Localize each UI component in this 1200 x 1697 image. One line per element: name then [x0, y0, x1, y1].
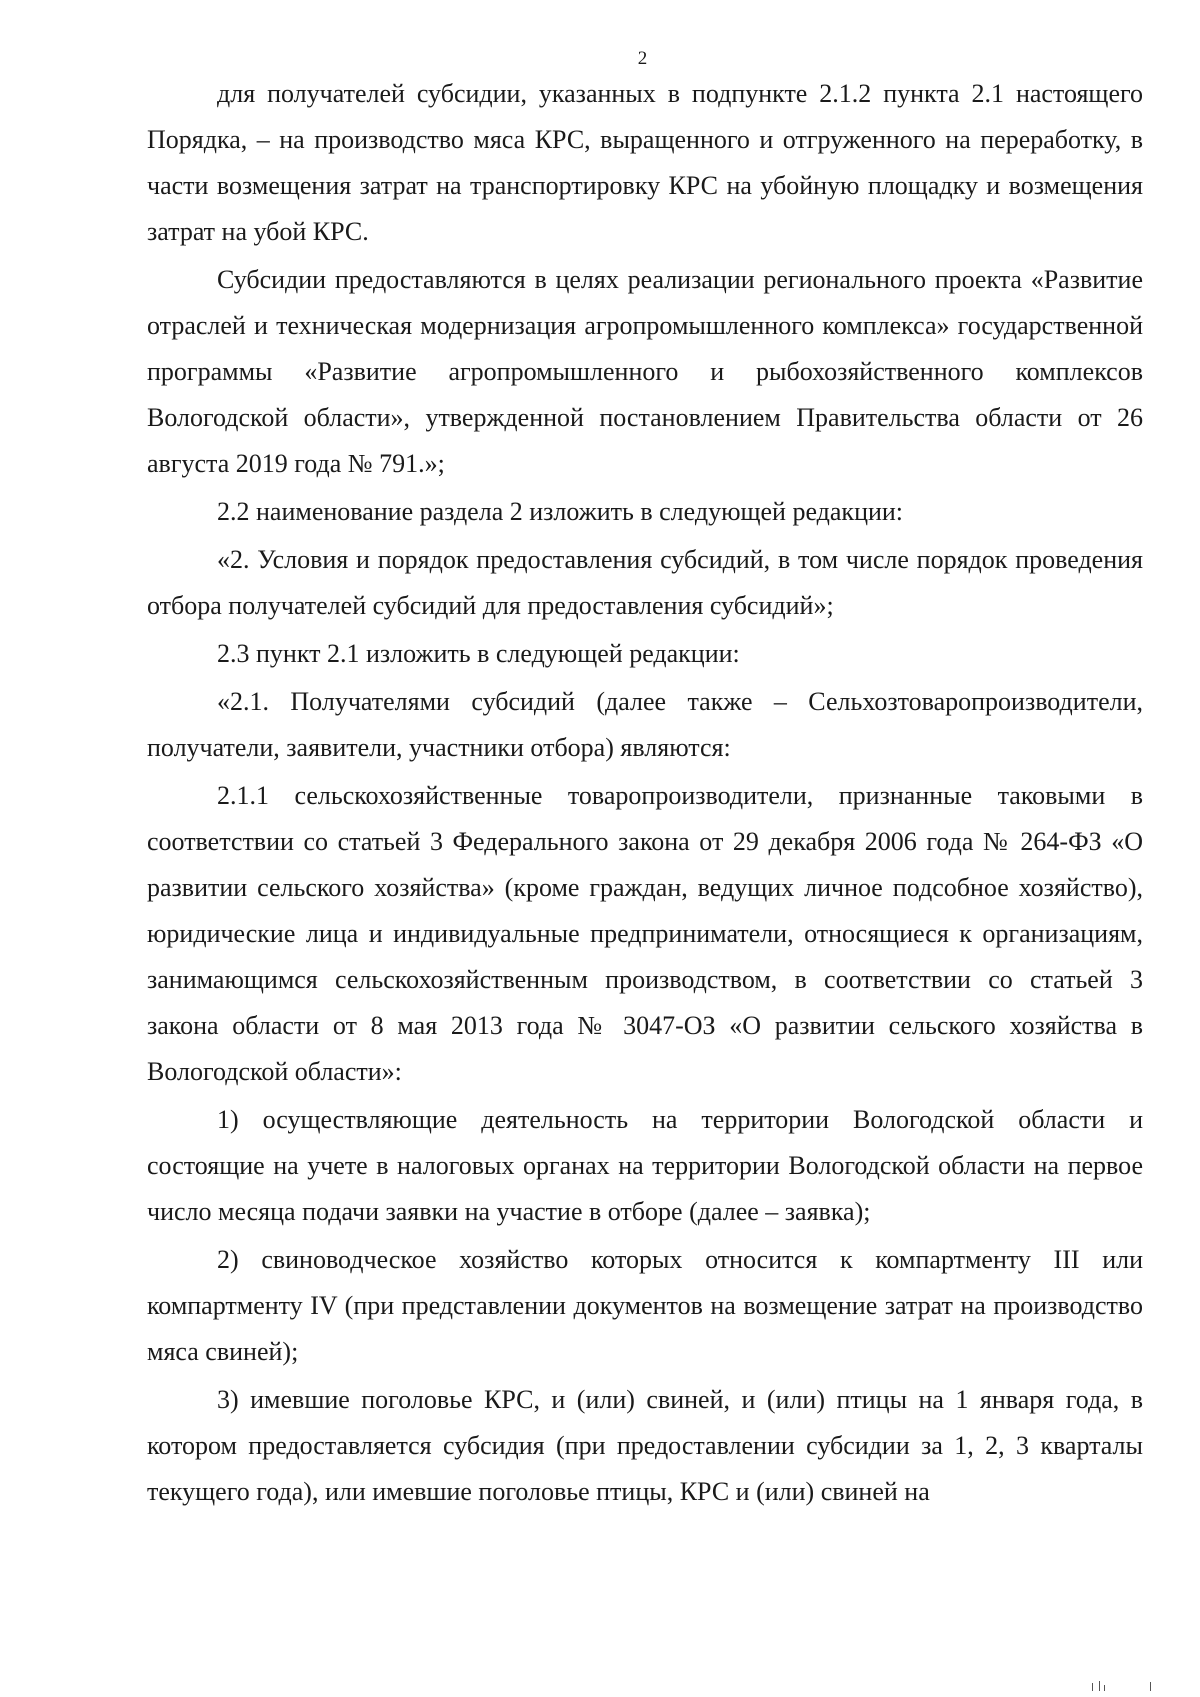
- paragraph-condition-3: 3) имевшие поголовье КРС, и (или) свиней, и (или) птицы на 1 января года, в котором предоставляется субсидия (при предоставлении субсидии за 1, 2, 3 кварталы текущего года), или имевшие поголовье птицы, КРС и (или) свиней на: [147, 1385, 1143, 1506]
- paragraph-amendment-2-3: 2.3 пункт 2.1 изложить в следующей редакции:: [217, 639, 740, 668]
- paragraph-amendment-2-2: 2.2 наименование раздела 2 изложить в следующей редакции:: [217, 497, 904, 526]
- page-number: 2: [637, 48, 648, 69]
- paragraph-section-2-title: «2. Условия и порядок предоставления субсидий, в том числе порядок проведения отбора получателей субсидий для предоставления субсидий»;: [147, 545, 1143, 620]
- paragraph-condition-2: 2) свиноводческое хозяйство которых относится к компартменту III или компартменту IV (при представлении документов на возмещение затрат на производство мяса свиней);: [147, 1245, 1143, 1366]
- paragraph-subsidy-purpose: Субсидии предоставляются в целях реализации регионального проекта «Развитие отраслей и техническая модернизация агропромышленного комплекса» государственной программы «Развитие агропромышленного и рыбохозяйственного комплексов Вологодской области», утвержденной постановлением Правительства области от 26 августа 2019 года № 791.»;: [147, 265, 1143, 478]
- paragraph-condition-1: 1) осуществляющие деятельность на территории Вологодской области и состоящие на учете в налоговых органах на территории Вологодской области на первое число месяца подачи заявки на участие в отборе (далее – заявка);: [147, 1105, 1143, 1226]
- scan-artifact-marks: [1090, 1681, 1160, 1691]
- paragraph-item-2-1-1: 2.1.1 сельскохозяйственные товаропроизводители, признанные таковыми в соответствии со статьей 3 Федерального закона от 29 декабря 2006 года № 264-ФЗ «О развитии сельского хозяйства» (кроме граждан, ведущих личное подсобное хозяйство), юридические лица и индивидуальные предприниматели, относящиеся к организациям, занимающимся сельскохозяйственным производством, в соответствии со статьей 3 закона области от 8 мая 2013 года № 3047-ОЗ «О развитии сельского хозяйства в Вологодской области»:: [147, 781, 1143, 1086]
- document-body: [147, 71, 1143, 1515]
- paragraph-recipients-intro: «2.1. Получателями субсидий (далее также – Сельхозтоваропроизводители, получатели, заявители, участники отбора) являются:: [147, 687, 1143, 762]
- paragraph-continuation: для получателей субсидии, указанных в подпункте 2.1.2 пункта 2.1 настоящего Порядка, – на производство мяса КРС, выращенного и отгруженного на переработку, в части возмещения затрат на транспортировку КРС на убойную площадку и возмещения затрат на убой КРС.: [147, 79, 1143, 246]
